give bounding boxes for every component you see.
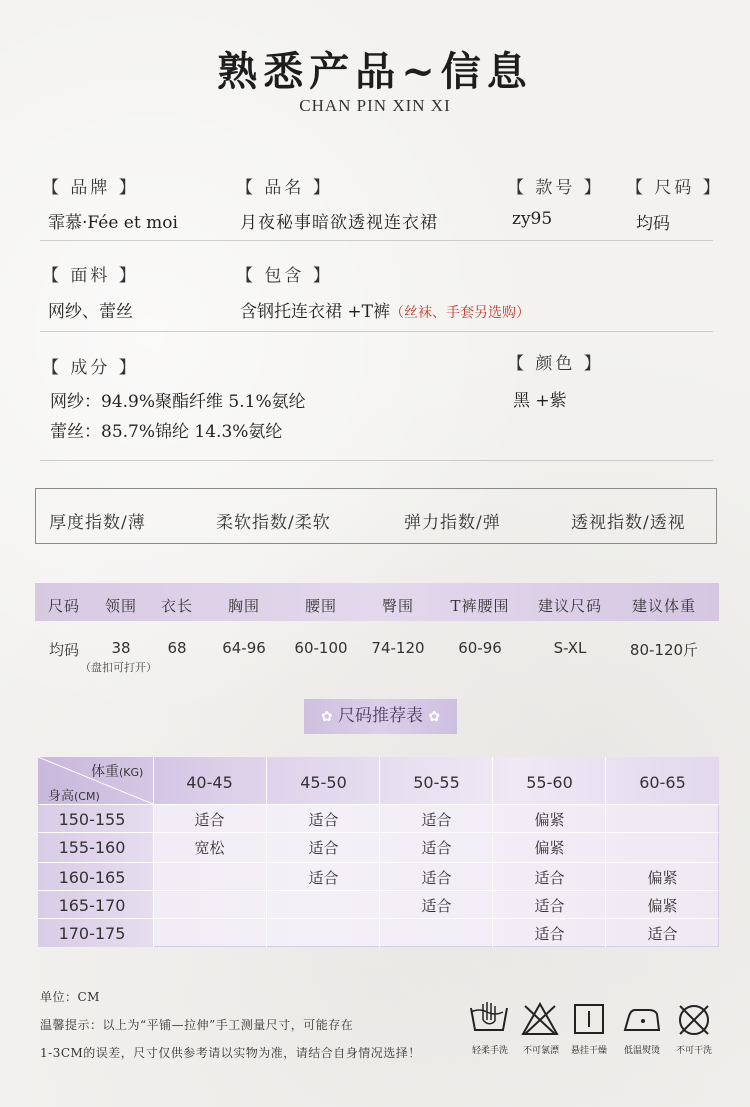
hand-wash-icon [467, 1000, 511, 1036]
size-value-cell: 60-96 [458, 639, 502, 657]
recommend-title: 尺码推荐表 [338, 706, 423, 726]
column-divider [605, 757, 606, 947]
size-value-cell: 68 [167, 639, 187, 657]
tip-line-1: 温馨提示：以上为“平铺—拉伸”手工测量尺寸，可能存在 [40, 1018, 354, 1032]
elasticity-index: 弹力指数/弹 [404, 513, 501, 533]
fit-cell: 偏紧 [534, 811, 565, 829]
weight-header-cell: 40-45 [186, 773, 233, 792]
column-divider [153, 757, 154, 947]
weight-header-cell: 50-55 [413, 773, 460, 792]
size-header-cell: T裤腰围 [450, 597, 510, 615]
tip-line-2: 1-3CM的误差，尺寸仅供参考请以实物为准，请结合自身情况选择！ [40, 1046, 421, 1060]
height-label: 身高 [48, 789, 75, 804]
height-range: 150-155 [58, 810, 126, 829]
fit-cell: 适合 [308, 839, 339, 857]
color-label: 【 颜色 】 [507, 354, 604, 374]
no-dry-clean-icon [676, 1002, 712, 1038]
care-label: 悬挂干燥 [570, 1046, 607, 1056]
size-value-cell: 38 [111, 639, 131, 657]
fit-cell: 适合 [421, 869, 452, 887]
weight-header-cell: 45-50 [300, 773, 347, 792]
fit-cell: 适合 [308, 811, 339, 829]
size-value-cell: 均码 [48, 641, 79, 659]
thickness-index: 厚度指数/薄 [49, 513, 146, 533]
model-value: zy95 [512, 209, 553, 229]
include-text: 含钢托连衣裙 +T裤 [240, 302, 390, 322]
column-divider [492, 757, 493, 947]
softness-index: 柔软指数/柔软 [216, 513, 331, 533]
include-note: （丝袜、手套另选购） [390, 305, 530, 321]
size-value-cell: 64-96 [222, 639, 266, 657]
fit-cell: 适合 [534, 869, 565, 887]
size-header-cell: 尺码 [47, 597, 80, 615]
include-label: 【 包含 】 [236, 266, 333, 286]
care-label: 轻柔手洗 [471, 1046, 508, 1056]
no-bleach-icon [521, 1002, 559, 1036]
low-iron-icon [621, 1006, 663, 1034]
size-value-cell: 80-120斤 [629, 641, 699, 659]
fabric-value: 网纱、蕾丝 [48, 302, 133, 322]
hang-dry-icon [573, 1003, 605, 1035]
divider [40, 240, 713, 241]
neck-note: （盘扣可打开） [80, 661, 157, 674]
divider [40, 331, 713, 332]
weight-header-cell: 55-60 [526, 773, 573, 792]
care-label: 不可氯漂 [522, 1046, 559, 1056]
fit-cell: 适合 [308, 869, 339, 887]
fit-cell: 适合 [421, 839, 452, 857]
brand-value: 霏慕·Fée et moi [48, 213, 178, 233]
divider [40, 460, 713, 461]
care-label: 不可干洗 [675, 1046, 712, 1056]
weight-header-cell: 60-65 [639, 773, 686, 792]
flower-icon: ✿ [320, 709, 333, 725]
height-range: 160-165 [58, 868, 126, 887]
fabric-label: 【 面料 】 [42, 266, 139, 286]
height-range: 170-175 [58, 924, 126, 943]
unit-note: 单位：CM [40, 990, 100, 1004]
fit-cell: 适合 [194, 811, 225, 829]
size-header-cell: 臀围 [381, 597, 414, 615]
sheerness-index: 透视指数/透视 [571, 513, 686, 533]
size-header-cell: 衣长 [160, 597, 193, 615]
size-label: 【 尺码 】 [626, 178, 723, 198]
flower-icon: ✿ [428, 709, 441, 725]
fit-cell: 适合 [421, 897, 452, 915]
composition-line-lace: 蕾丝：85.7%锦纶 14.3%氨纶 [50, 422, 283, 442]
size-value-cell: 60-100 [294, 639, 348, 657]
brand-label: 【 品牌 】 [42, 178, 139, 198]
fit-cell: 适合 [534, 897, 565, 915]
fit-cell: 适合 [647, 925, 678, 943]
height-range: 155-160 [58, 838, 126, 857]
composition-line-mesh: 网纱：94.9%聚酯纤维 5.1%氨纶 [50, 392, 306, 412]
size-header-cell: 腰围 [304, 597, 337, 615]
weight-label: 体重 [91, 764, 119, 780]
page-title: 熟悉产品~信息 [217, 48, 533, 95]
composition-label: 【 成分 】 [42, 358, 139, 378]
name-label: 【 品名 】 [236, 178, 333, 198]
page-subtitle: CHAN PIN XIN XI [299, 96, 451, 115]
fit-cell: 偏紧 [647, 869, 678, 887]
table-corner [38, 757, 153, 804]
weight-unit: (KG) [119, 766, 144, 779]
fit-cell: 宽松 [194, 839, 225, 857]
care-label: 低温熨烫 [623, 1046, 660, 1056]
fit-cell: 适合 [421, 811, 452, 829]
size-header-cell: 胸围 [227, 597, 260, 615]
size-header-cell: 建议体重 [631, 597, 696, 615]
column-divider [379, 757, 380, 947]
fit-cell: 偏紧 [534, 839, 565, 857]
fit-cell: 偏紧 [647, 897, 678, 915]
column-divider [266, 757, 267, 947]
size-header-cell: 建议尺码 [537, 597, 602, 615]
name-value: 月夜秘事暗欲透视连衣裙 [240, 213, 438, 233]
color-value: 黑 +紫 [513, 391, 567, 411]
height-unit: (CM) [74, 790, 100, 803]
model-label: 【 款号 】 [507, 178, 604, 198]
recommend-title-badge [304, 699, 457, 734]
include-value [240, 297, 530, 322]
size-value-cell: S-XL [553, 639, 587, 657]
height-range: 165-170 [58, 896, 126, 915]
size-value-cell: 74-120 [371, 639, 425, 657]
size-value: 均码 [636, 214, 670, 234]
size-header-cell: 领围 [104, 597, 137, 615]
fit-cell: 适合 [534, 925, 565, 943]
